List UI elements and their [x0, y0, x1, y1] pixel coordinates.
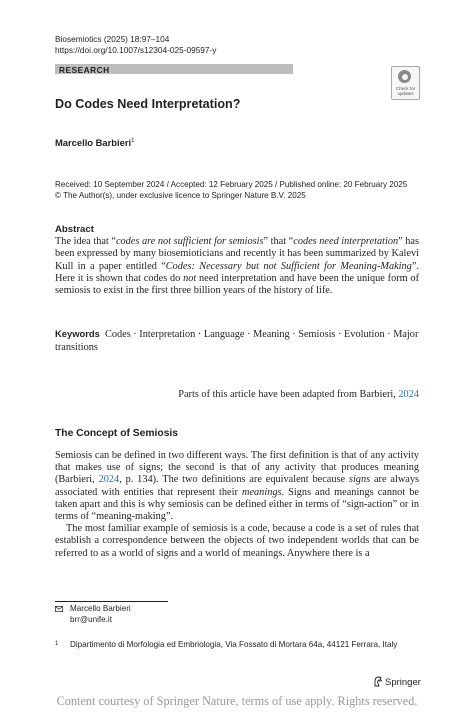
affiliation-number: 1: [55, 641, 59, 647]
footnote-divider: [55, 601, 168, 602]
copyright-line: © The Author(s), under exclusive licence to Springer Nature B.V. 2025: [55, 191, 306, 200]
section-paragraph-1: Semiosis can be defined in two different ways. The first definition is that of any activity that makes use of signs; the second is that of any activity that produces meaning (Barbieri, 2024, p. 134). The two definitions are equivalent because signs are always associated with entities that represent their meanings. Signs and meanings cannot be taken apart and this is why semiosis can be defined either in terms of “sign-action” or in terms of “meaning-making”.: [55, 450, 419, 523]
affiliation-text: Dipartimento di Morfologia ed Embriologia, Via Fossato di Mortara 64a, 44121 Ferrara, Italy: [70, 640, 398, 649]
citation-link[interactable]: 2024: [98, 474, 120, 486]
crossmark-icon: [398, 70, 411, 83]
journal-citation: Biosemiotics (2025) 18:97–104: [55, 34, 170, 44]
article-title: Do Codes Need Interpretation?: [55, 97, 241, 111]
check-for-updates-button[interactable]: [391, 66, 420, 100]
publisher-name: Springer: [385, 677, 421, 688]
citation-link[interactable]: 2024: [398, 389, 419, 400]
keywords-block: [55, 327, 419, 354]
mail-icon: [55, 606, 63, 612]
journal-header: [55, 34, 216, 56]
keywords-list: Codes · Interpretation · Language · Meaning · Semiosis · Evolution · Major transitions: [55, 329, 419, 353]
keywords-label: Keywords: [55, 328, 100, 339]
adapted-note: Parts of this article have been adapted from Barbieri, 2024: [178, 389, 419, 400]
section-body: [55, 450, 419, 560]
springer-horse-icon: [373, 676, 383, 687]
author-name[interactable]: Marcello Barbieri: [55, 137, 132, 149]
doi-link[interactable]: https://doi.org/10.1007/s12304-025-09597-y: [55, 45, 217, 55]
abstract-heading: Abstract: [55, 224, 94, 235]
crossmark-line2: updates: [397, 91, 414, 96]
section-paragraph-2: The most familiar example of semiosis is a code, because a code is a set of rules that establish a correspondence between the objects of two independent worlds that can be referred to as a world of signs and a world of meanings. Anywhere there is a: [55, 523, 419, 559]
article-history: [55, 179, 407, 201]
publisher-logo: [373, 676, 421, 689]
contact-email[interactable]: brr@unife.it: [70, 614, 112, 624]
courtesy-notice: Content courtesy of Springer Nature, terms of use apply. Rights reserved.: [56, 694, 418, 708]
author-line: [55, 135, 134, 149]
author-affil-mark: 1: [131, 138, 135, 144]
article-dates: Received: 10 September 2024 / Accepted: 12 February 2025 / Published online: 20 February 2025: [55, 180, 408, 189]
abstract-text: The idea that “codes are not sufficient for semiosis” that “codes need interpretation” has been expressed by many biosemioticians and recently it has been summarized by Kalevi Kull in a paper entitled “Codes: Necessary but not Sufficient for Meaning-Making”. Here it is shown that codes do not need interpretation and have been the unique form of semiosis to exist in the first three billion years of the history of life.: [55, 236, 420, 297]
article-type-label: RESEARCH: [59, 64, 110, 75]
section-heading: The Concept of Semiosis: [55, 428, 179, 439]
contact-name: Marcello Barbieri: [70, 604, 131, 613]
crossmark-line1: Check for: [395, 86, 416, 91]
